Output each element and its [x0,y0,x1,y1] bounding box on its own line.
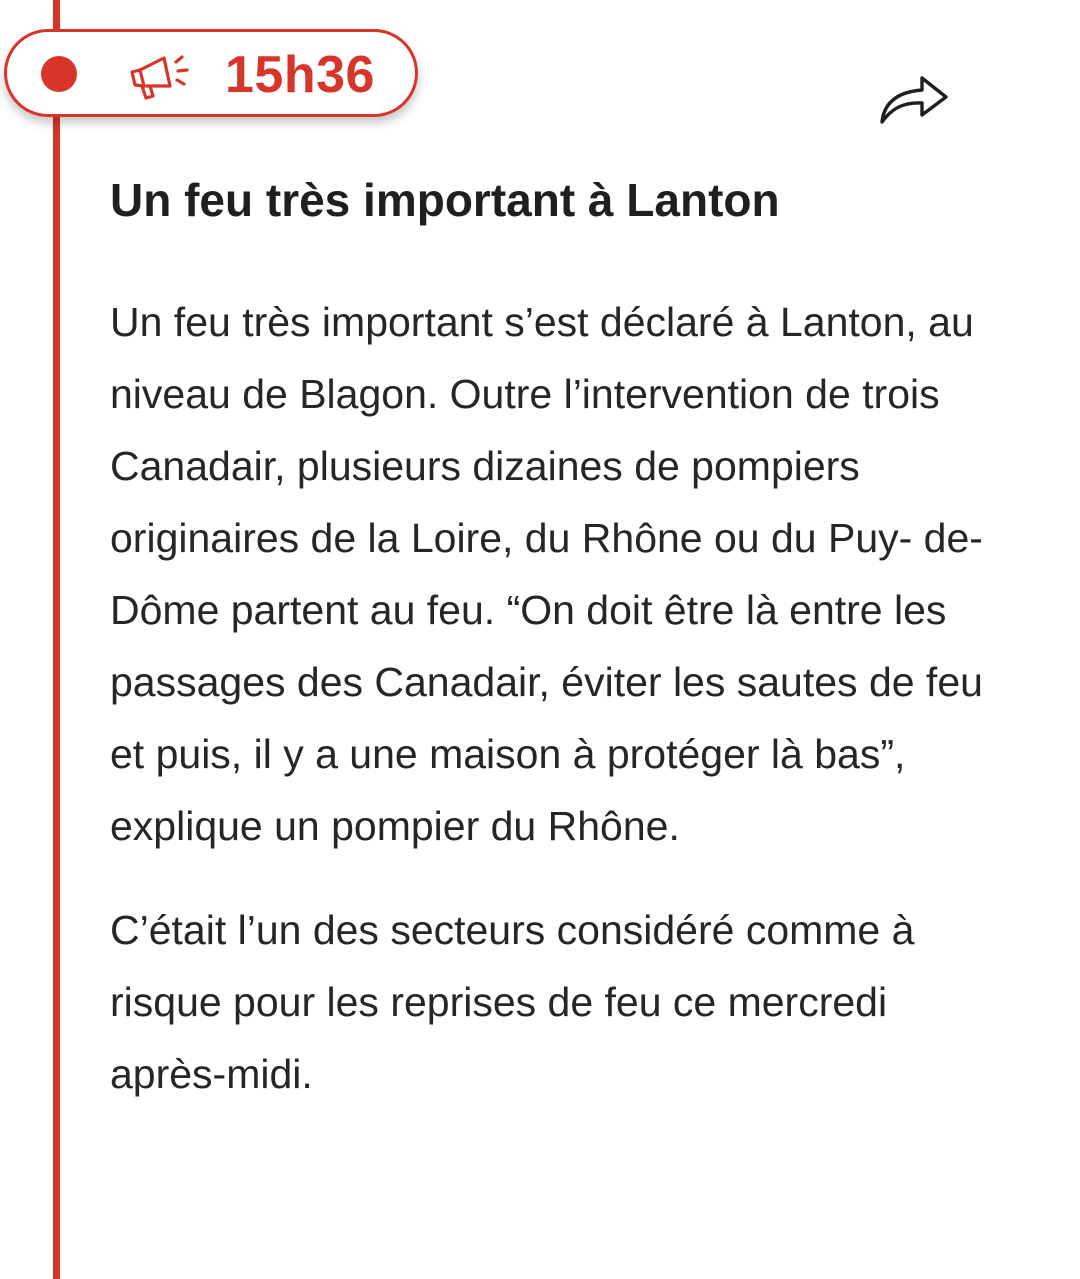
post-title: Un feu très important à Lanton [110,174,780,226]
post-paragraph: C’était l’un des secteurs considéré comme à risque pour les reprises de feu ce mercredi après-midi. [110,907,915,1097]
megaphone-icon [126,52,190,102]
share-arrow-icon[interactable] [876,68,952,128]
time-badge [4,29,418,117]
live-dot-icon [41,56,77,92]
timeline-line [53,0,60,1279]
post-body [110,286,990,1142]
post-paragraph: Un feu très important s’est déclaré à Lanton, au niveau de Blagon. Outre l’intervention de trois Canadair, plusieurs dizaines de pompiers originaires de la Loire, du Rhône ou du Puy- de-Dôme partent au feu. “On doit être là entre les passages des Canadair, éviter les sautes de feu et puis, il y a une maison à protéger là bas”, explique un pompier du Rhône. [110,299,983,849]
entry-time: 15h36 [225,46,375,104]
